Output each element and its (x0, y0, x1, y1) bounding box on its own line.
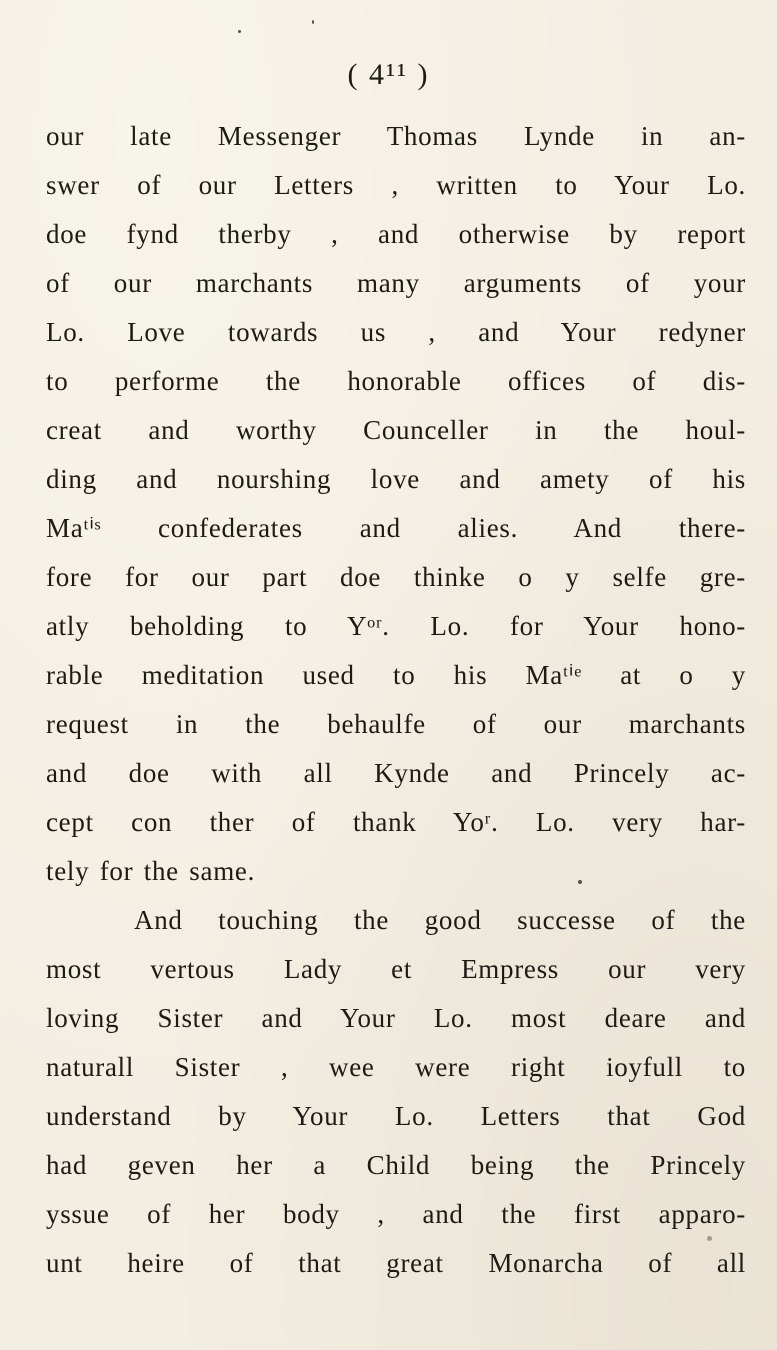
paper-speck (578, 880, 582, 884)
text-line: our late Messenger Thomas Lynde in an- (46, 121, 746, 151)
text-line: request in the behaulfe of our marchants (46, 709, 746, 739)
text-line: and doe with all Kynde and Princely ac- (46, 758, 746, 788)
text-line: yssue of her body , and the first apparo- (46, 1199, 746, 1229)
text-line: understand by Your Lo. Letters that God (46, 1101, 746, 1131)
paper-speck (238, 30, 241, 33)
text-line: naturall Sister , wee were right ioyfull to (46, 1052, 746, 1082)
text-line: most vertous Lady et Empress our very (46, 954, 746, 984)
paper-speck (707, 1236, 712, 1241)
text-line: had geven her a Child being the Princely (46, 1150, 746, 1180)
page-number: ( 4¹¹ ) (347, 58, 430, 91)
text-line: rable meditation used to his Maᵗⁱᵉ at o y (46, 660, 746, 690)
text-line: atly beholding to Yᵒʳ. Lo. for Your hono- (46, 611, 746, 641)
text-line: to performe the honorable offices of dis- (46, 366, 746, 396)
text-line: fore for our part doe thinke o y selfe gre- (46, 562, 746, 592)
paper-speck (312, 20, 314, 24)
text-line: ding and nourshing love and amety of his (46, 464, 746, 494)
text-line: Lo. Love towards us , and Your redyner (46, 317, 746, 347)
text-line: creat and worthy Counceller in the houl- (46, 415, 746, 445)
text-line: loving Sister and Your Lo. most deare and (46, 1003, 746, 1033)
paragraph-start-line: And touching the good successe of the (134, 905, 746, 935)
text-line: tely for the same. (46, 856, 256, 886)
text-line: cept con ther of thank Yoʳ. Lo. very har- (46, 807, 746, 837)
text-line: swer of our Letters , written to Your Lo. (46, 170, 746, 200)
text-line: unt heire of that great Monarcha of all (46, 1248, 746, 1278)
text-line: of our marchants many arguments of your (46, 268, 746, 298)
text-line: Maᵗⁱˢ confederates and alies. And there- (46, 513, 746, 543)
body-text (46, 112, 746, 1288)
text-line: doe fynd therby , and otherwise by report (46, 219, 746, 249)
